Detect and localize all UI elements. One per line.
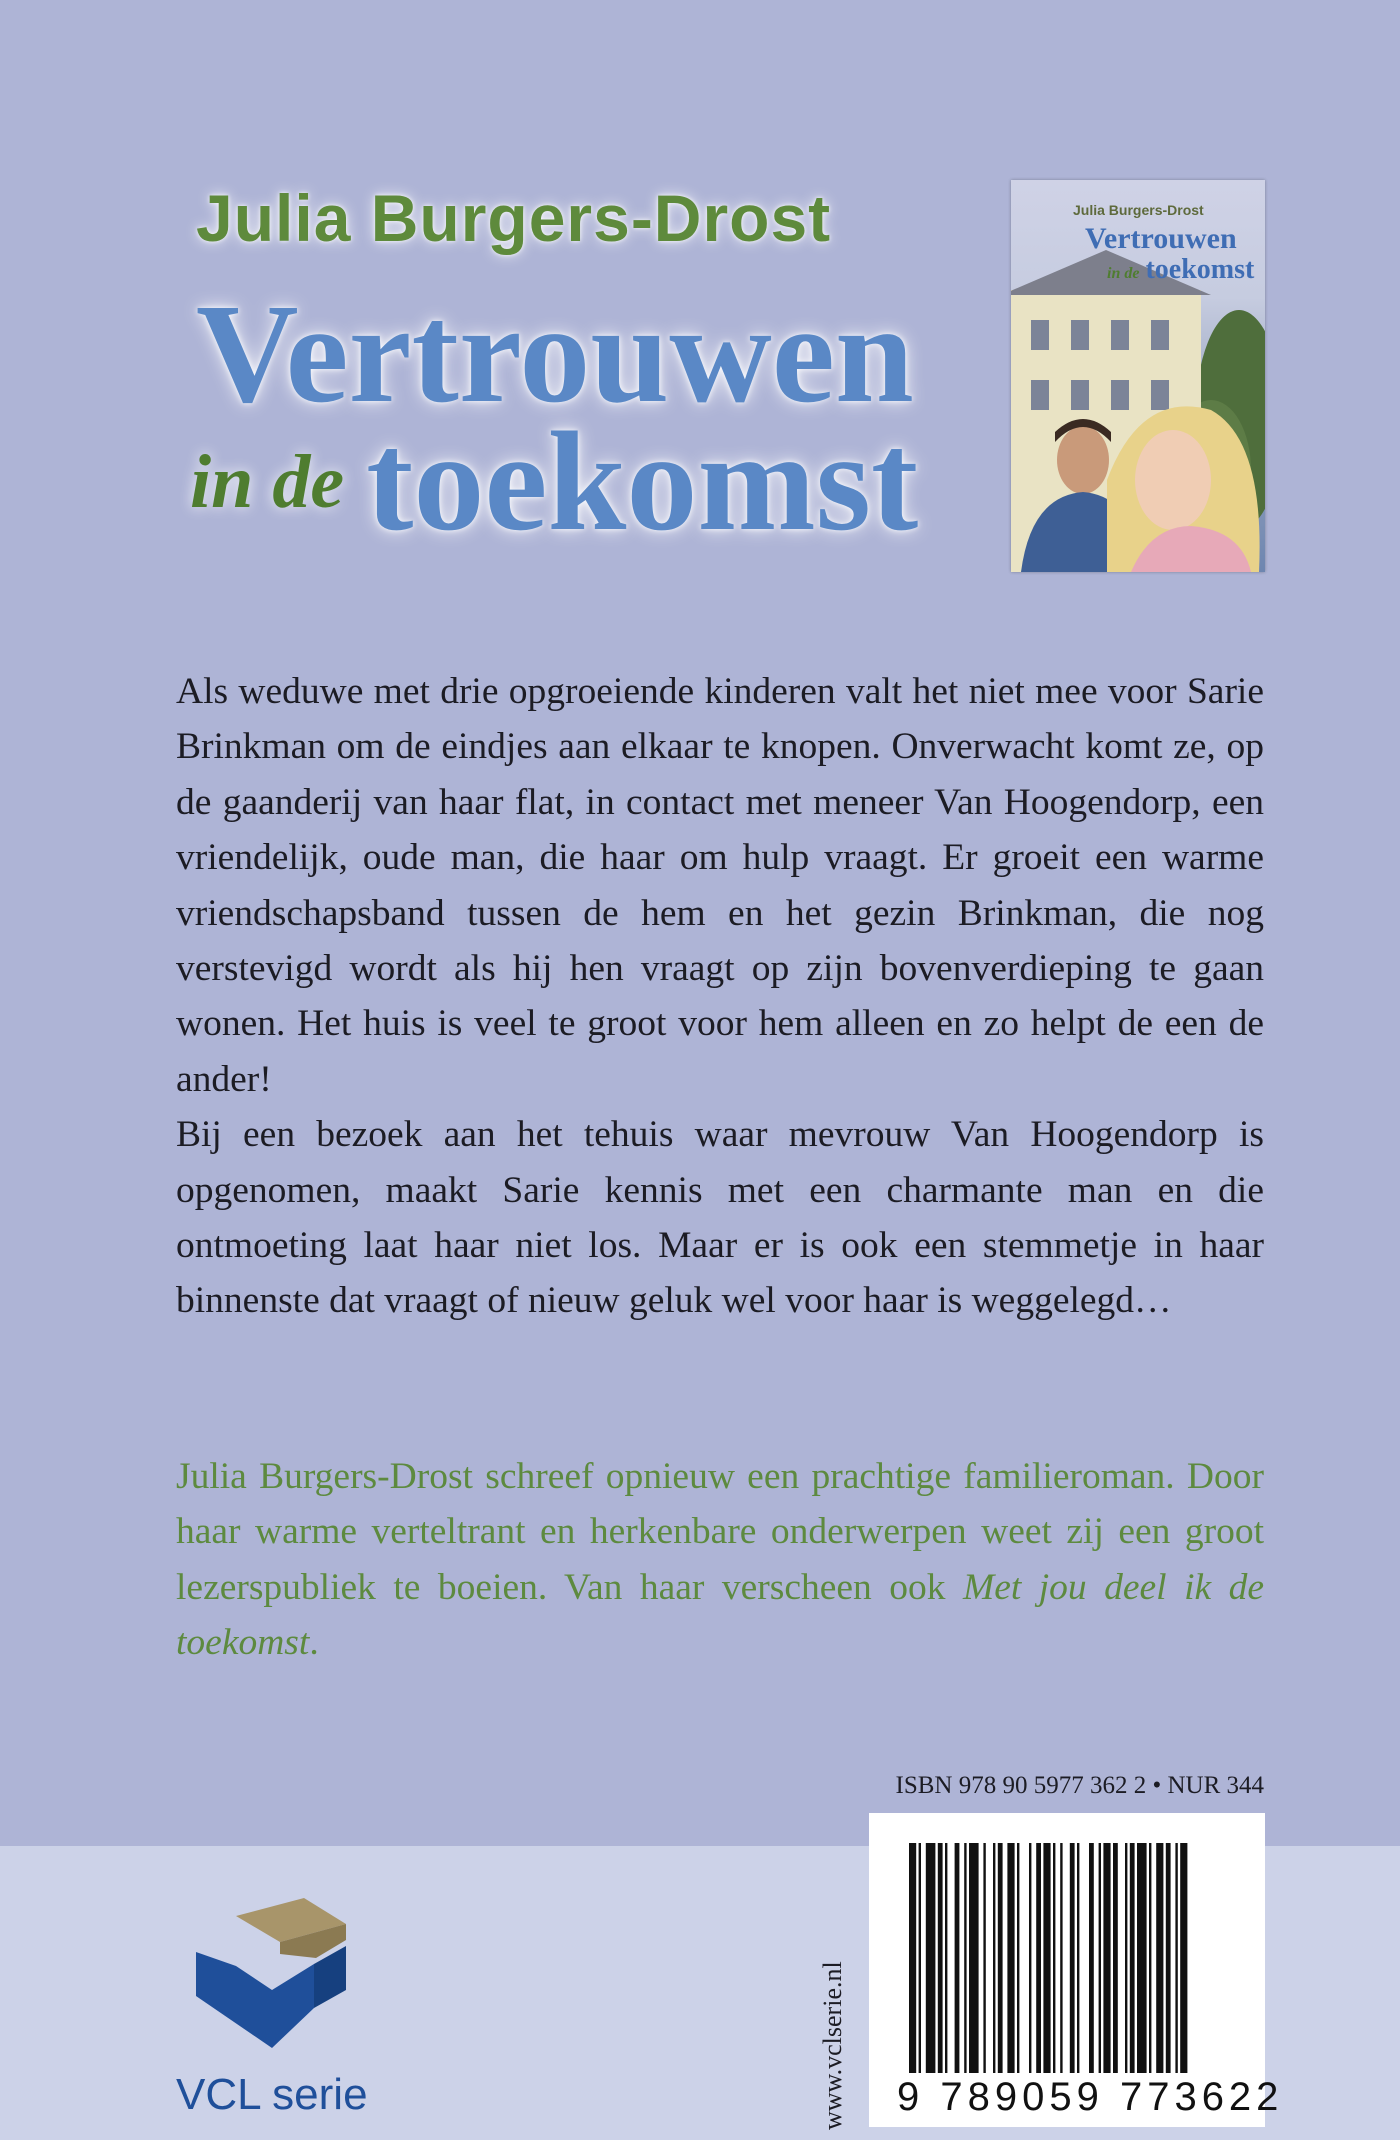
front-cover-thumbnail bbox=[1011, 180, 1265, 572]
barcode-bar bbox=[1149, 1843, 1151, 2073]
cover-title-main: Vertrouwen bbox=[196, 274, 914, 432]
barcode-bar bbox=[993, 1843, 995, 2073]
author-promo bbox=[176, 1449, 1264, 1671]
barcode-bar bbox=[1077, 1843, 1079, 2073]
barcode-bar bbox=[1156, 1843, 1163, 2073]
barcode-bar bbox=[1043, 1843, 1050, 2073]
vcl-chevron-logo-icon bbox=[196, 1898, 356, 2058]
barcode-bar bbox=[1036, 1843, 1041, 2073]
barcode-bar bbox=[1137, 1843, 1147, 2073]
promo-text: Julia Burgers-Drost schreef opnieuw een prachtige familieroman. Door haar warme verteltrant en herkenbare onderwerpen weet zij een groot lezerspubliek te boeien. Van haar verscheen ook bbox=[176, 1456, 1264, 1608]
barcode-bar bbox=[945, 1843, 947, 2073]
barcode-bar bbox=[964, 1843, 966, 2073]
barcode-bar bbox=[1175, 1843, 1177, 2073]
thumbnail-title-end: toekomst bbox=[1145, 254, 1255, 285]
blurb-paragraph-1: Als weduwe met drie opgroeiende kinderen valt het niet mee voor Sarie Brinkman om de eindjes aan elkaar te knopen. Onverwacht komt ze, op de gaanderij van haar flat, in contact met meneer Van Hoogendorp, een vriendelijk, oude man, die haar om hulp vraagt. Er groeit een warme vriendschapsband tussen de hem en het gezin Brinkman, die nog verstevigd wordt als hij hen vraagt op zijn bovenverdieping te gaan wonen. Het huis is veel te groot voor hem alleen en zo helpt de een de ander! bbox=[176, 671, 1264, 1100]
cover-title-end: toekomst bbox=[366, 402, 919, 560]
thumbnail-title-in: in de bbox=[1107, 265, 1140, 282]
blurb bbox=[176, 664, 1264, 1329]
isbn-line: ISBN 978 90 5977 362 2 • NUR 344 bbox=[895, 1772, 1264, 1799]
barcode-bar bbox=[1099, 1843, 1101, 2073]
cover-title-in: in de bbox=[190, 440, 345, 524]
promo-book-title: Met jou deel ik de toekomst bbox=[176, 1566, 1265, 1664]
barcode-bar bbox=[1089, 1843, 1094, 2073]
publisher-name: VCL serie bbox=[176, 2070, 368, 2119]
cover-title-line2 bbox=[190, 402, 919, 560]
barcode-bar bbox=[1070, 1843, 1075, 2073]
barcode-bar bbox=[983, 1843, 985, 2073]
barcode-bar bbox=[1053, 1843, 1055, 2073]
barcode-bar bbox=[909, 1843, 916, 2073]
cover-author: Julia Burgers-Drost bbox=[196, 181, 832, 255]
barcode-bar bbox=[1125, 1843, 1127, 2073]
website-url: www.vclserie.nl bbox=[818, 1961, 847, 2130]
barcode-bar bbox=[1103, 1843, 1110, 2073]
thumbnail-title-line2 bbox=[1107, 254, 1254, 286]
barcode-bar bbox=[1007, 1843, 1014, 2073]
barcode-bar bbox=[1029, 1843, 1031, 2073]
promo-end: . bbox=[309, 1622, 319, 1664]
barcode-bar bbox=[998, 1843, 1003, 2073]
thumbnail-title-main: Vertrouwen bbox=[1085, 222, 1237, 255]
barcode-bar bbox=[926, 1843, 936, 2073]
barcode-bar bbox=[919, 1843, 921, 2073]
barcode-bar bbox=[955, 1843, 960, 2073]
barcode-bar bbox=[1060, 1843, 1062, 2073]
barcode-bars bbox=[869, 1813, 1265, 2073]
blurb-paragraph-2: Bij een bezoek aan het tehuis waar mevrouw Van Hoogendorp is opgenomen, maakt Sarie kennis met een charmante man en die ontmoeting laat haar niet los. Maar er is ook een stemmetje in haar binnenste dat vraagt of nieuw geluk wel voor haar is weggelegd… bbox=[176, 1114, 1264, 1322]
barcode-bar bbox=[969, 1843, 979, 2073]
barcode-bar bbox=[1017, 1843, 1019, 2073]
barcode bbox=[869, 1813, 1284, 2127]
barcode-number: 9 789059 773622 bbox=[897, 2075, 1284, 2119]
barcode-bar bbox=[1113, 1843, 1118, 2073]
barcode-bar bbox=[1166, 1843, 1171, 2073]
barcode-bar bbox=[1130, 1843, 1135, 2073]
barcode-bar bbox=[1180, 1843, 1187, 2073]
barcode-bar bbox=[938, 1843, 943, 2073]
thumbnail-author: Julia Burgers-Drost bbox=[1073, 202, 1204, 218]
